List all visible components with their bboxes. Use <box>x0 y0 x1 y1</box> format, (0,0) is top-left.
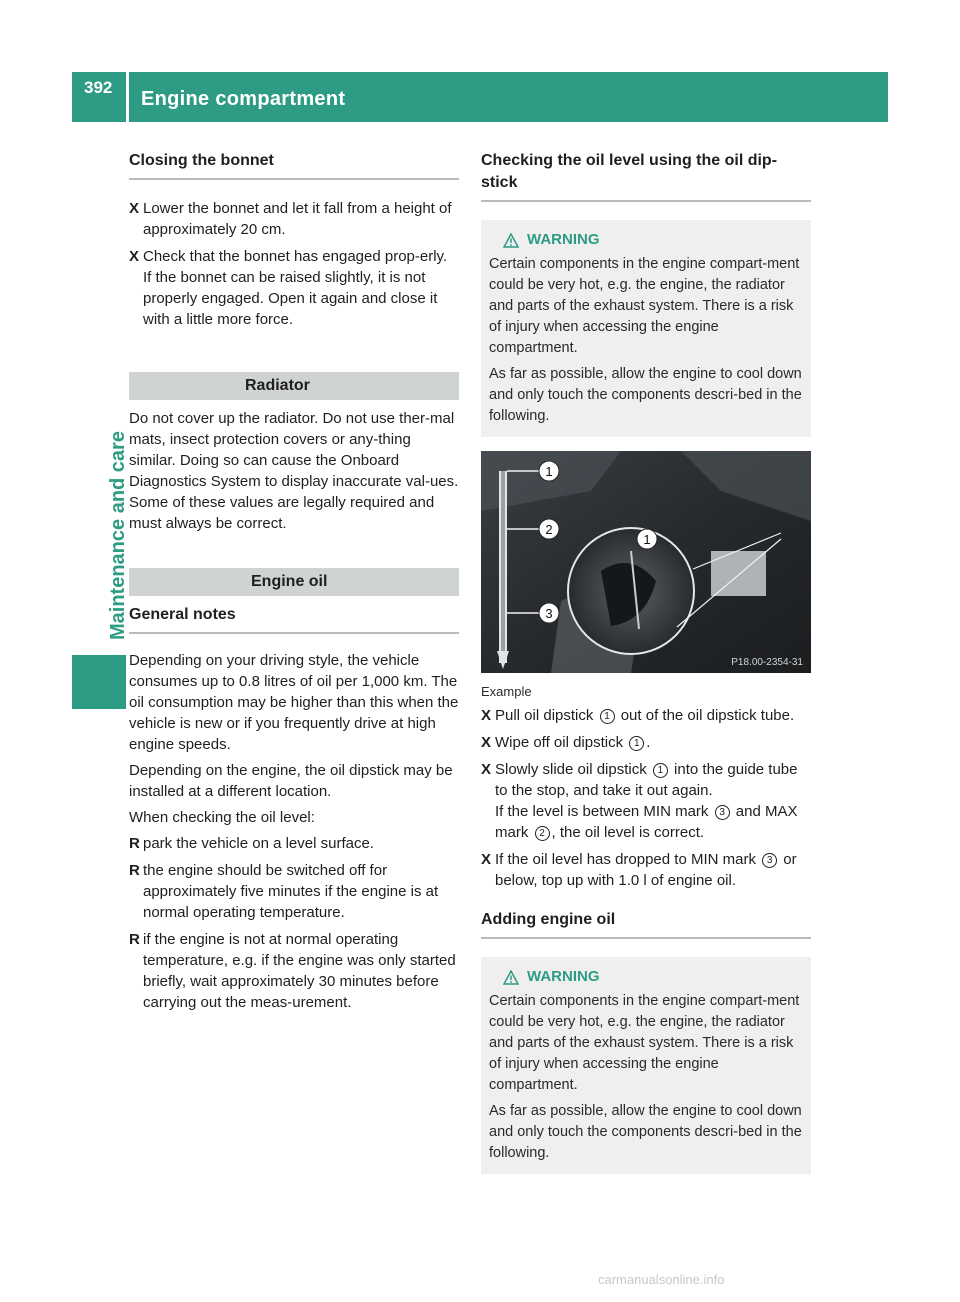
warning-box <box>481 220 811 437</box>
callout-ref: 1 <box>653 763 668 778</box>
warning-header: WARNING <box>489 230 803 250</box>
check-step-2: X Wipe off oil dipstick 1 . <box>481 734 651 751</box>
bullet-marker: R <box>129 862 140 879</box>
callout-ref: 2 <box>535 826 550 841</box>
page-number: 392 <box>84 78 113 97</box>
callout-1-inset: 1 <box>643 532 651 547</box>
callout-ref: 1 <box>629 736 644 751</box>
list-item: R park the vehicle on a level surface. <box>129 835 374 852</box>
check-step-4: X If the oil level has dropped to MIN mark 3 or below, top up with 1.0 l of engine oil. <box>481 851 797 889</box>
image-caption: Example <box>481 684 532 699</box>
list-item: R if the engine is not at normal operating temperature, e.g. if the engine was only started briefly, wait approximately 30 minutes before carrying out the meas-urement. <box>129 931 456 1011</box>
closing-step-1: X Lower the bonnet and let it fall from a height of approximately 20 cm. <box>129 200 452 238</box>
step-marker: X <box>129 248 140 265</box>
bullet-marker: R <box>129 835 140 852</box>
image-code: P18.00-2354-31 <box>731 657 803 668</box>
warning-text-2: As far as possible, allow the engine to cool down and only touch the components descri-bed in the following. <box>489 1103 802 1161</box>
side-tab-marker <box>72 655 126 709</box>
right-column <box>481 150 811 1174</box>
radiator-band: Radiator <box>129 372 459 400</box>
radiator-text: Do not cover up the radiator. Do not use ther-mal mats, insect protection covers or any-thing similar. Doing so can cause the Onboard Diagnostics System to display inaccurate val-ues. Some of these values are legally required and must always be correct. <box>129 410 459 532</box>
callout-2: 2 <box>545 522 553 537</box>
check-step-1: X Pull oil dipstick 1 out of the oil dipstick tube. <box>481 707 795 724</box>
adding-heading: Adding engine oil <box>481 911 616 928</box>
oil-para-3: When checking the oil level: <box>129 809 315 826</box>
warning-text-1: Certain components in the engine compart-ment could be very hot, e.g. the engine, the radiator and parts of the exhaust system. There is a risk of injury when accessing the engine compartment. <box>489 993 800 1093</box>
callout-1: 1 <box>545 464 553 479</box>
warning-text-2: As far as possible, allow the engine to cool down and only touch the components descri-bed in the following. <box>489 366 802 424</box>
callout-3: 3 <box>545 606 553 621</box>
heading-rule <box>481 937 811 939</box>
page-title: Engine compartment <box>141 88 346 110</box>
heading-rule <box>481 200 811 202</box>
header-divider <box>126 72 129 122</box>
left-column <box>129 150 459 1019</box>
step-marker: X <box>129 200 140 217</box>
bullet-marker: R <box>129 931 140 948</box>
warning-header: WARNING <box>489 967 803 987</box>
oil-para-2: Depending on the engine, the oil dipstick may be installed at a different location. <box>129 762 453 800</box>
warning-box <box>481 957 811 1174</box>
warning-text-1: Certain components in the engine compart-ment could be very hot, e.g. the engine, the radiator and parts of the exhaust system. There is a risk of injury when accessing the engine compartment. <box>489 256 800 356</box>
watermark: carmanualsonline.info <box>598 1272 725 1287</box>
heading-rule <box>129 178 459 180</box>
closing-heading: Closing the bonnet <box>129 152 274 169</box>
oil-para-1: Depending on your driving style, the vehicle consumes up to 0.8 litres of oil per 1,000 km. The oil consumption may be higher than this when the vehicle is new or if you frequently drive at high engine speeds. <box>129 652 459 753</box>
list-item: R the engine should be switched off for approximately five minutes if the engine is at normal operating temperature. <box>129 862 439 921</box>
checking-heading: Checking the oil level using the oil dip-stick <box>481 152 778 191</box>
heading-rule <box>129 632 459 634</box>
side-tab-label: Maintenance and care <box>107 431 129 640</box>
callout-ref: 1 <box>600 709 615 724</box>
callout-ref: 3 <box>762 853 777 868</box>
callout-ref: 3 <box>715 805 730 820</box>
warning-triangle-icon <box>503 233 519 248</box>
general-notes-heading: General notes <box>129 606 236 623</box>
check-step-3: X Slowly slide oil dipstick 1 into the guide tube to the stop, and take it out again. If the level is between MIN mark 3 and MAX mark 2 , the oil level is correct. <box>481 761 798 841</box>
closing-step-2-note: If the bonnet can be raised slightly, it is not properly engaged. Open it again and close it with a little more force. <box>143 269 438 328</box>
closing-step-2: X Check that the bonnet has engaged prop-erly. If the bonnet can be raised slightly, it is not properly engaged. Open it again and close it with a little more force. <box>129 248 448 328</box>
engine-photo <box>481 451 811 673</box>
engine-oil-band: Engine oil <box>129 568 459 596</box>
warning-triangle-icon <box>503 970 519 985</box>
